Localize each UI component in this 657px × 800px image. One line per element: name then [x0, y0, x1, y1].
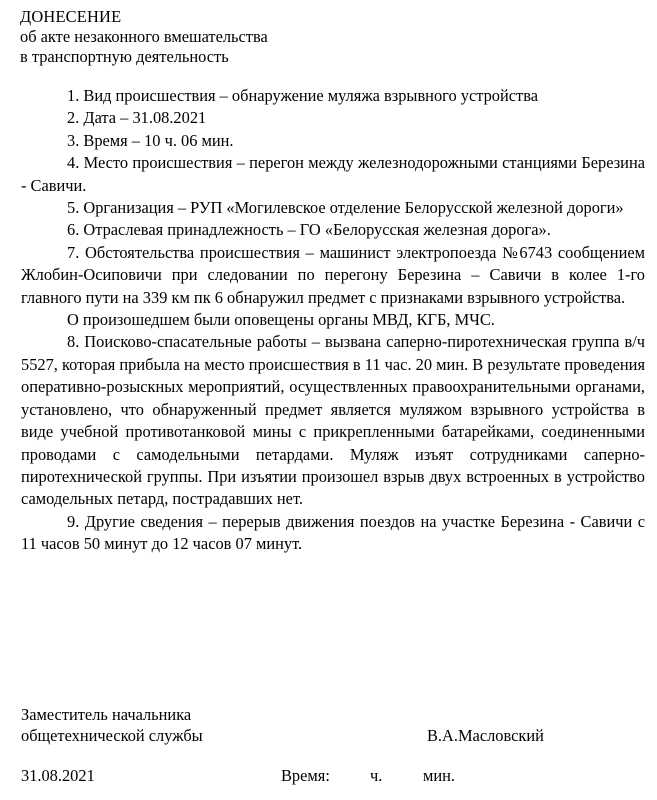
signatory-role [21, 704, 203, 746]
item-location: 4. Место происшествия – перегон между железнодорожными станциями Березина - Савичи. [21, 153, 645, 195]
item-incident-type: 1. Вид происшествия – обнаружение муляжа взрывного устройства [67, 86, 538, 105]
item-circumstances: 7. Обстоятельства происшествия – машинист электропоезда №6743 сообщением Жлобин-Осиповичи при следовании по перегону Березина – Савичи в колее 1-го главного пути на 339 км пк 6 обнаружил предмет с признаками взрывного устройства. [21, 242, 645, 307]
footer-time-label: Время: [281, 766, 330, 785]
footer-minutes-label: мин. [423, 766, 456, 785]
item-other-info: 9. Другие сведения – перерыв движения поездов на участке Березина - Савичи с 11 часов 50 минут до 12 часов 07 минут. [21, 511, 645, 554]
signatory-role-line-2: общетехнической службы [21, 726, 203, 745]
document-footer [21, 765, 581, 787]
document-subtitle-line-1: об акте незаконного вмешательства [20, 27, 268, 46]
document-header [20, 7, 268, 67]
report-body [21, 85, 645, 556]
item-time: 3. Время – 10 ч. 06 мин. [67, 130, 234, 150]
item-organization: 5. Организация – РУП «Могилевское отделение Белорусской железной дороги» [67, 198, 624, 218]
document-title: ДОНЕСЕНИЕ [20, 7, 122, 26]
document-subtitle-line-2: в транспортную деятельность [20, 47, 229, 66]
item-affiliation: 6. Отраслевая принадлежность – ГО «Белорусская железная дорога». [67, 220, 551, 240]
signatory-role-line-1: Заместитель начальника [21, 705, 192, 724]
item-notified-agencies: О произошедшем были оповещены органы МВД, КГБ, МЧС. [67, 310, 495, 330]
signatory-name: В.А.Масловский [427, 726, 544, 745]
item-rescue-operations: 8. Поисково-спасательные работы – вызвана саперно-пиротехническая группа в/ч 5527, которая прибыла на место происшествия в 11 час. 20 мин. В результате проведения оперативно-розыскных мероприятий, осуществленных правоохранительными органами, установлено, что обнаруженный предмет является муляжом взрывного устройства в виде учебной противотанковой мины с прикрепленными батарейками, соединенными проводами с самодельными петардами. Муляж изъят сотрудниками саперно-пиротехнической группы. При изъятии произошел взрыв двух встроенных в устройство самодельных петард, пострадавших нет. [21, 332, 645, 509]
footer-hours-label: ч. [370, 766, 383, 785]
signature-block [21, 704, 581, 748]
footer-date: 31.08.2021 [21, 766, 95, 785]
item-date: 2. Дата – 31.08.2021 [67, 108, 207, 128]
